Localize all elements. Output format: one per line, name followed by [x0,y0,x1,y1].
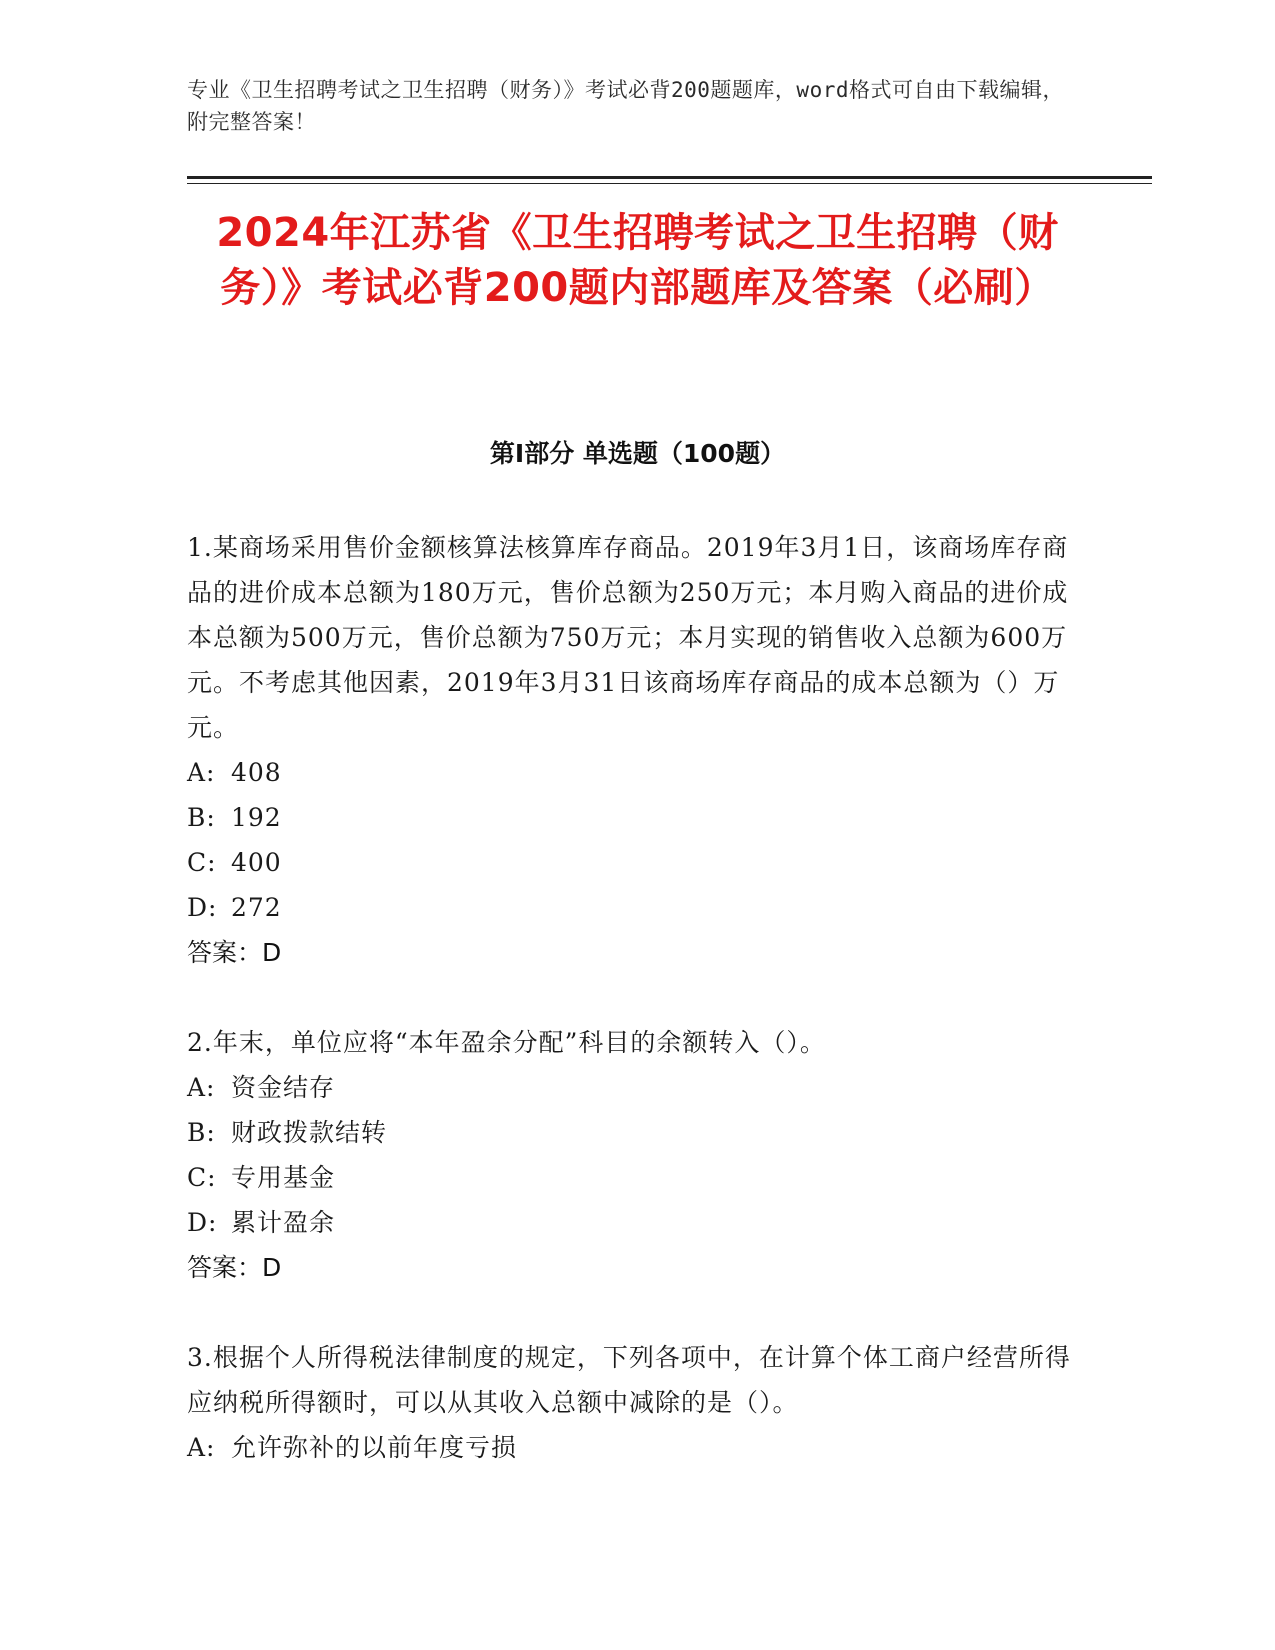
question-stem: 3.根据个人所得税法律制度的规定，下列各项中，在计算个体工商户经营所得应纳税所得额时，可以从其收入总额中减除的是（）。 [187,1343,1071,1417]
option-text: 192 [231,803,282,832]
option-key: C: [187,848,217,877]
header-divider-thick [187,176,1152,179]
option-b [187,1110,1087,1155]
question-stem: 1.某商场采用售价金额核算法核算库存商品。2019年3月1日，该商场库存商品的进价成本总额为180万元，售价总额为250万元；本月购入商品的进价成本总额为500万元，售价总额为750万元；本月实现的销售收入总额为600万元。不考虑其他因素，2019年3月31日该商场库存商品的成本总额为（）万元。 [187,533,1069,742]
answer-line: 答案：D [187,938,282,967]
option-c [187,840,1087,885]
option-key: A: [187,1073,216,1102]
option-b [187,795,1087,840]
header-divider-thin [187,183,1152,184]
option-a [187,1425,1087,1470]
option-a [187,1065,1087,1110]
document-title: 2024年江苏省《卫生招聘考试之卫生招聘（财务）》考试必背200题内部题库及答案（必刷） [216,210,1059,311]
question-1 [187,525,1087,975]
option-d [187,885,1087,930]
option-text: 272 [231,893,282,922]
answer-line: 答案：D [187,1253,282,1282]
option-key: D: [187,893,218,922]
question-stem: 2.年末，单位应将“本年盈余分配”科目的余额转入（）。 [187,1028,826,1057]
question-2 [187,1020,1087,1290]
option-key: B: [187,803,216,832]
option-key: A: [187,1433,216,1462]
question-3 [187,1335,1087,1470]
option-d [187,1200,1087,1245]
question-list [187,525,1087,1515]
option-text: 累计盈余 [231,1208,336,1237]
section-heading: 第Ⅰ部分 单选题（100题） [489,439,786,468]
option-key: A: [187,758,216,787]
option-key: D: [187,1208,218,1237]
option-text: 财政拨款结转 [231,1118,388,1147]
header-note: 专业《卫生招聘考试之卫生招聘（财务）》考试必背200题题库，word格式可自由下载编辑，附完整答案！ [187,78,1064,134]
option-text: 400 [231,848,282,877]
option-text: 408 [231,758,282,787]
option-key: B: [187,1118,216,1147]
option-key: C: [187,1163,217,1192]
option-text: 允许弥补的以前年度亏损 [231,1433,518,1462]
option-a [187,750,1087,795]
option-text: 专用基金 [231,1163,336,1192]
option-text: 资金结存 [231,1073,336,1102]
option-c [187,1155,1087,1200]
